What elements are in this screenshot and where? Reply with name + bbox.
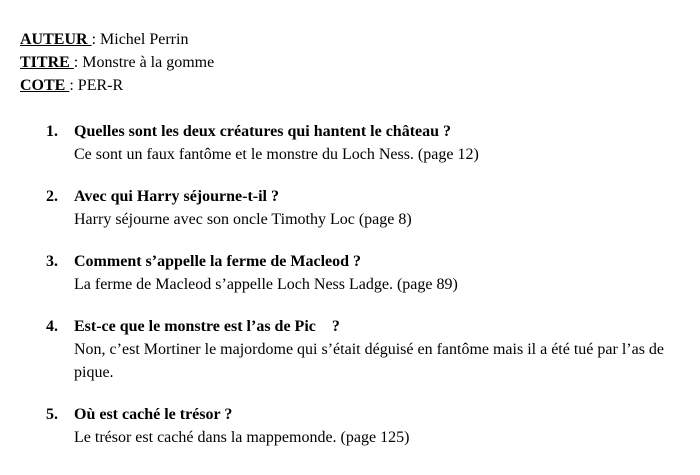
cote-value: PER-R xyxy=(77,77,124,94)
document xyxy=(20,28,690,446)
question-item-3 xyxy=(20,250,690,296)
question-text: Où est caché le trésor ? xyxy=(74,406,233,423)
title-label: TITRE xyxy=(20,54,74,71)
question-number: 3. xyxy=(46,253,58,270)
answer-text: Non, c’est Mortiner le majordome qui s’était déguisé en fantôme mais il a été tué par l’as de pique. xyxy=(74,341,665,381)
question-text: Comment s’appelle la ferme de Macleod ? xyxy=(74,253,362,270)
answer-text: Ce sont un faux fantôme et le monstre du Loch Ness. (page 12) xyxy=(74,146,479,163)
question-item-2 xyxy=(20,185,690,231)
title-separator: : xyxy=(73,54,83,71)
title-line xyxy=(20,51,690,74)
author-line xyxy=(20,28,690,51)
answer-text: Harry séjourne avec son oncle Timothy Loc (page 8) xyxy=(74,211,412,228)
cote-separator: : xyxy=(69,77,78,94)
author-label: AUTEUR xyxy=(20,31,92,48)
cote-label: COTE xyxy=(20,77,70,94)
question-item-5 xyxy=(20,403,690,449)
question-text: Avec qui Harry séjourne-t-il ? xyxy=(74,188,279,205)
question-list xyxy=(20,120,690,468)
answer-text: La ferme de Macleod s’appelle Loch Ness Ladge. (page 89) xyxy=(74,276,458,293)
author-value: Michel Perrin xyxy=(100,31,189,48)
question-number: 5. xyxy=(46,406,58,423)
question-text: Est-ce que le monstre est l’as de Pic ? xyxy=(74,318,340,335)
question-number: 1. xyxy=(46,123,58,140)
question-item-1 xyxy=(20,120,690,166)
question-number: 4. xyxy=(46,318,58,335)
author-separator: : xyxy=(91,31,101,48)
answer-text: Le trésor est caché dans la mappemonde. (page 125) xyxy=(74,429,410,446)
question-text: Quelles sont les deux créatures qui hantent le château ? xyxy=(74,123,452,140)
question-item-4 xyxy=(20,315,690,384)
title-value: Monstre à la gomme xyxy=(82,54,215,71)
cote-line xyxy=(20,74,690,97)
question-number: 2. xyxy=(46,188,58,205)
